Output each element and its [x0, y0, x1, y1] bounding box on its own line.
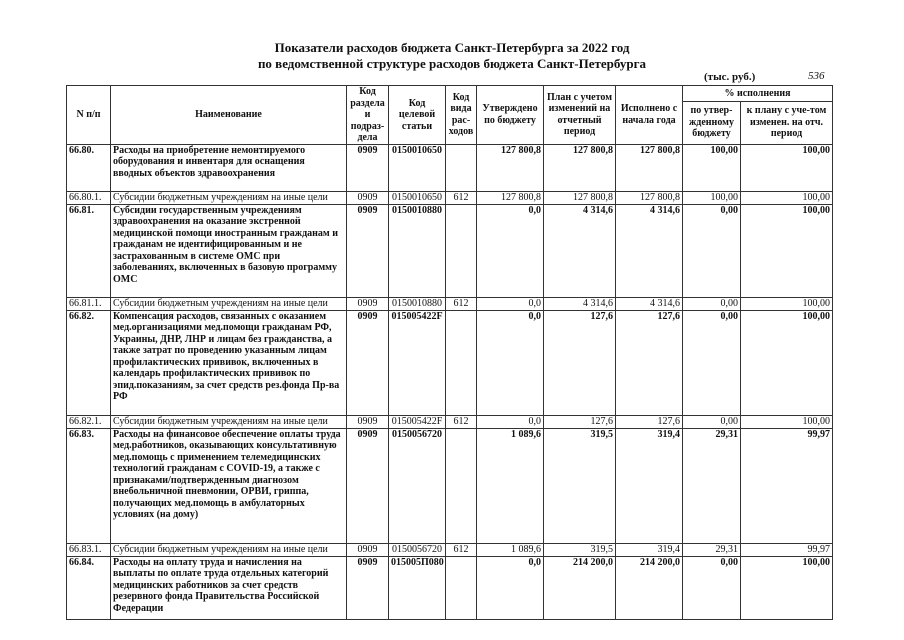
- row-plan: 127,6: [544, 415, 616, 428]
- row-plan: 127 800,8: [544, 191, 616, 204]
- table-row: [67, 191, 833, 204]
- row-name: Расходы на финансовое обеспечение оплаты труда мед.работников, оказывающих консультативную мед.помощь с применением телемедицинских технологий гражданам с COVID-19, а также с признаками/подтвержденным диагнозом внебольничной пневмонии, ОРВИ, гриппа, получающих мед.помощь в амбулаторных условиях (на дому): [111, 428, 347, 543]
- row-executed: 127,6: [616, 310, 683, 415]
- col-header-pct-plan: к плану с уче-том изменен. на отч. период: [741, 101, 833, 144]
- row-pct-approved: 0,00: [683, 310, 741, 415]
- col-header-num: N п/п: [67, 86, 111, 145]
- row-type-code: [446, 310, 477, 415]
- row-name: Субсидии бюджетным учреждениям на иные цели: [111, 415, 347, 428]
- row-section-code: 0909: [347, 204, 389, 297]
- col-header-target: Код целевой статьи: [389, 86, 446, 145]
- row-type-code: 612: [446, 297, 477, 310]
- row-target-code: 015005422F: [389, 310, 446, 415]
- row-num: 66.83.: [67, 428, 111, 543]
- row-pct-plan: 100,00: [741, 191, 833, 204]
- row-approved: 1 089,6: [477, 428, 544, 543]
- row-executed: 4 314,6: [616, 204, 683, 297]
- row-executed: 127,6: [616, 415, 683, 428]
- row-num: 66.80.: [67, 144, 111, 191]
- col-header-approved: Утверждено по бюджету: [477, 86, 544, 145]
- row-type-code: [446, 556, 477, 619]
- units-label: (тыс. руб.): [704, 71, 756, 83]
- row-plan: 4 314,6: [544, 297, 616, 310]
- row-plan: 127,6: [544, 310, 616, 415]
- table-body: [67, 144, 833, 619]
- table-row: [67, 204, 833, 297]
- row-target-code: 0150010880: [389, 297, 446, 310]
- row-name: Субсидии бюджетным учреждениям на иные цели: [111, 191, 347, 204]
- row-num: 66.81.: [67, 204, 111, 297]
- row-name: Субсидии бюджетным учреждениям на иные цели: [111, 297, 347, 310]
- row-name: Расходы на оплату труда и начисления на выплаты по оплате труда отдельных категорий медицинских работников за счет средств резервного фонда Правительства Российской Федерации: [111, 556, 347, 619]
- col-header-plan: План с учетом изменений на отчетный период: [544, 86, 616, 145]
- row-pct-plan: 100,00: [741, 415, 833, 428]
- row-pct-approved: 0,00: [683, 556, 741, 619]
- table-row: [67, 310, 833, 415]
- expenditure-table: [66, 85, 833, 620]
- col-header-pct-approved: по утвер-жденному бюджету: [683, 101, 741, 144]
- row-approved: 127 800,8: [477, 144, 544, 191]
- table-row: [67, 428, 833, 543]
- row-executed: 127 800,8: [616, 191, 683, 204]
- row-approved: 0,0: [477, 204, 544, 297]
- row-section-code: 0909: [347, 144, 389, 191]
- row-type-code: [446, 428, 477, 543]
- table-row: [67, 144, 833, 191]
- row-plan: 214 200,0: [544, 556, 616, 619]
- row-section-code: 0909: [347, 415, 389, 428]
- row-plan: 4 314,6: [544, 204, 616, 297]
- row-target-code: 0150056720: [389, 428, 446, 543]
- row-num: 66.83.1.: [67, 543, 111, 556]
- col-header-name: Наименование: [111, 86, 347, 145]
- row-executed: 319,4: [616, 428, 683, 543]
- row-pct-plan: 100,00: [741, 144, 833, 191]
- row-executed: 214 200,0: [616, 556, 683, 619]
- row-target-code: 0150010650: [389, 144, 446, 191]
- row-pct-approved: 29,31: [683, 428, 741, 543]
- table-row: [67, 556, 833, 619]
- col-header-type: Код вида рас-ходов: [446, 86, 477, 145]
- page-title-line-1: Показатели расходов бюджета Санкт-Петербурга за 2022 год: [274, 40, 630, 55]
- row-type-code: [446, 204, 477, 297]
- row-pct-plan: 100,00: [741, 297, 833, 310]
- col-header-section: Код раздела и подраз-дела: [347, 86, 389, 145]
- row-target-code: 0150056720: [389, 543, 446, 556]
- row-target-code: 015005П080: [389, 556, 446, 619]
- row-target-code: 0150010880: [389, 204, 446, 297]
- table-row: [67, 543, 833, 556]
- row-pct-plan: 100,00: [741, 204, 833, 297]
- row-pct-plan: 100,00: [741, 310, 833, 415]
- row-approved: 1 089,6: [477, 543, 544, 556]
- row-approved: 0,0: [477, 556, 544, 619]
- page-number: 536: [808, 70, 825, 82]
- row-approved: 0,0: [477, 415, 544, 428]
- row-name: Субсидии бюджетным учреждениям на иные цели: [111, 543, 347, 556]
- row-type-code: [446, 144, 477, 191]
- row-section-code: 0909: [347, 297, 389, 310]
- row-target-code: 015005422F: [389, 415, 446, 428]
- row-section-code: 0909: [347, 191, 389, 204]
- page-title-line-2: по ведомственной структуре расходов бюджета Санкт-Петербурга: [257, 56, 647, 71]
- row-executed: 319,4: [616, 543, 683, 556]
- table-row: [67, 415, 833, 428]
- row-num: 66.82.: [67, 310, 111, 415]
- row-pct-approved: 100,00: [683, 191, 741, 204]
- row-section-code: 0909: [347, 428, 389, 543]
- row-type-code: 612: [446, 415, 477, 428]
- row-name: Субсидии государственным учреждениям здравоохранения на оказание экстренной медицинской помощи иностранным гражданам и гражданам не идентифицированным и не застрахованным в системе ОМС при заболеваниях, включенных в базовую программу ОМС: [111, 204, 347, 297]
- row-type-code: 612: [446, 191, 477, 204]
- row-name: Компенсация расходов, связанных с оказанием мед.организациями мед.помощи гражданам РФ, Украины, ДНР, ЛНР и лицам без гражданства, а также затрат по проведению указанным лицам профилактических прививок, включенных в календарь профилактических прививок по эпид.показаниям, за счет средств рез.фонда Пр-ва РФ: [111, 310, 347, 415]
- row-approved: 0,0: [477, 297, 544, 310]
- row-pct-approved: 100,00: [683, 144, 741, 191]
- row-name: Расходы на приобретение немонтируемого оборудования и инвентаря для оснащения вводных объектов здравоохранения: [111, 144, 347, 191]
- row-executed: 127 800,8: [616, 144, 683, 191]
- row-num: 66.82.1.: [67, 415, 111, 428]
- col-header-executed: Исполнено с начала года: [616, 86, 683, 145]
- row-num: 66.81.1.: [67, 297, 111, 310]
- table-row: [67, 297, 833, 310]
- row-section-code: 0909: [347, 556, 389, 619]
- row-pct-plan: 99,97: [741, 543, 833, 556]
- row-target-code: 0150010650: [389, 191, 446, 204]
- row-section-code: 0909: [347, 310, 389, 415]
- row-pct-approved: 0,00: [683, 204, 741, 297]
- row-pct-approved: 29,31: [683, 543, 741, 556]
- row-pct-approved: 0,00: [683, 415, 741, 428]
- row-approved: 0,0: [477, 310, 544, 415]
- row-approved: 127 800,8: [477, 191, 544, 204]
- row-pct-plan: 100,00: [741, 556, 833, 619]
- row-plan: 319,5: [544, 543, 616, 556]
- row-section-code: 0909: [347, 543, 389, 556]
- col-header-pct-group: % исполнения: [683, 86, 833, 102]
- row-plan: 127 800,8: [544, 144, 616, 191]
- row-plan: 319,5: [544, 428, 616, 543]
- row-type-code: 612: [446, 543, 477, 556]
- row-num: 66.84.: [67, 556, 111, 619]
- row-pct-approved: 0,00: [683, 297, 741, 310]
- row-num: 66.80.1.: [67, 191, 111, 204]
- row-pct-plan: 99,97: [741, 428, 833, 543]
- row-executed: 4 314,6: [616, 297, 683, 310]
